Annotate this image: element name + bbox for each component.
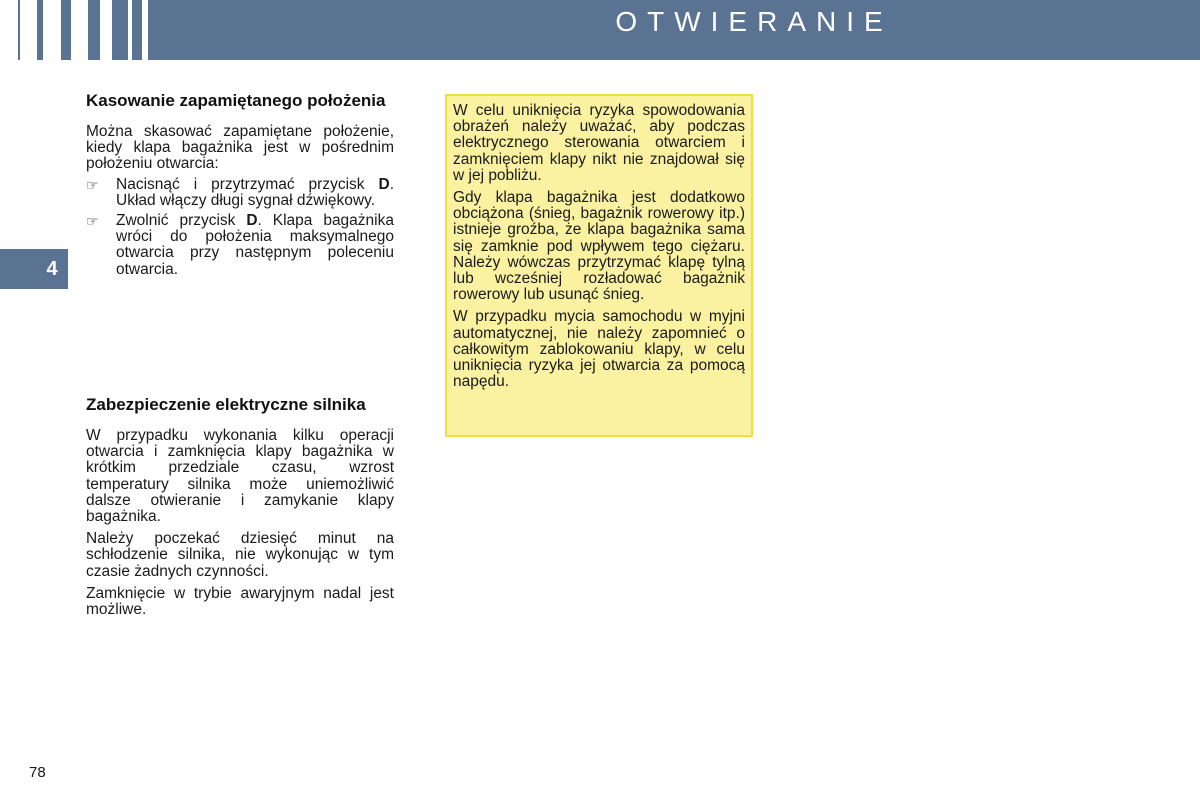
warning-note	[445, 94, 753, 437]
bullet-list	[86, 177, 394, 278]
page-title-text: OTWIERANIE	[615, 6, 893, 37]
chapter-number: 4	[46, 258, 58, 280]
pointing-hand-icon: ☞	[86, 176, 99, 193]
bullet-text-post: . Klapa bagażnika wróci do położenia maksymalnego otwarcia przy następnym poleceniu otwarcia.	[116, 212, 394, 278]
note-paragraph: W celu uniknięcia ryzyka spowodowania obrażeń należy uważać, aby podczas elektrycznego sterowania otwarciem i zamknięciem klapy nikt nie znajdował się w jej pobliżu.	[453, 102, 745, 184]
bullet-text-pre: Zwolnić przycisk	[116, 212, 247, 230]
section-title: Zabezpieczenie elektryczne silnika	[86, 395, 366, 414]
bullet-text-bold: D	[378, 175, 390, 193]
bullet-text-pre: Nacisnąć i przytrzymać przycisk	[116, 175, 379, 193]
section-memory-reset	[86, 92, 394, 282]
header-stripe-1	[18, 0, 20, 60]
header-stripe-4	[88, 0, 100, 60]
header-stripe-2	[37, 0, 43, 60]
bullet-text-bold: D	[246, 212, 258, 230]
section-title: Kasowanie zapamiętanego położenia	[86, 91, 386, 110]
pointing-hand-icon: ☞	[86, 213, 99, 230]
note-paragraph: W przypadku mycia samochodu w myjni automatycznej, nie należy zapomnieć o całkowitym zablokowaniu klapy, w celu uniknięcia ryzyka jej otwarcia za pomocą napędu.	[453, 308, 745, 391]
header-stripe-5	[112, 0, 128, 60]
section-motor-protection	[86, 396, 394, 618]
section-intro: Można skasować zapamiętane położenie, kiedy klapa bagażnika jest w pośrednim położeniu otwarcia:	[86, 123, 394, 173]
header-stripe-6	[132, 0, 142, 60]
section-paragraph: Zamknięcie w trybie awaryjnym nadal jest możliwe.	[86, 584, 394, 619]
section-paragraph: W przypadku wykonania kilku operacji otwarcia i zamknięcia klapy bagażnika w krótkim przedziale czasu, wzrost temperatury silnika może uniemożliwić dalsze otwieranie i zamykanie klapy bagażnika.	[86, 427, 394, 526]
bullet-text-post: . Układ włączy długi sygnał dźwiękowy.	[116, 175, 394, 209]
bullet-item	[86, 213, 394, 278]
header-stripe-3	[61, 0, 71, 60]
section-paragraph: Należy poczekać dziesięć minut na schłodzenie silnika, nie wykonując w tym czasie żadnych czynności.	[86, 530, 394, 580]
note-paragraph: Gdy klapa bagażnika jest dodatkowo obciążona (śnieg, bagażnik rowerowy itp.) istnieje groźba, że klapa bagażnika sama się zamknie pod wpływem tego ciężaru. Należy wówczas przytrzymać klapę tylną lub wcześniej rozładować bagażnik rowerowy lub usunąć śnieg.	[453, 189, 745, 304]
page-number: 78	[29, 764, 46, 781]
page-title	[148, 6, 1200, 38]
bullet-item	[86, 177, 394, 209]
